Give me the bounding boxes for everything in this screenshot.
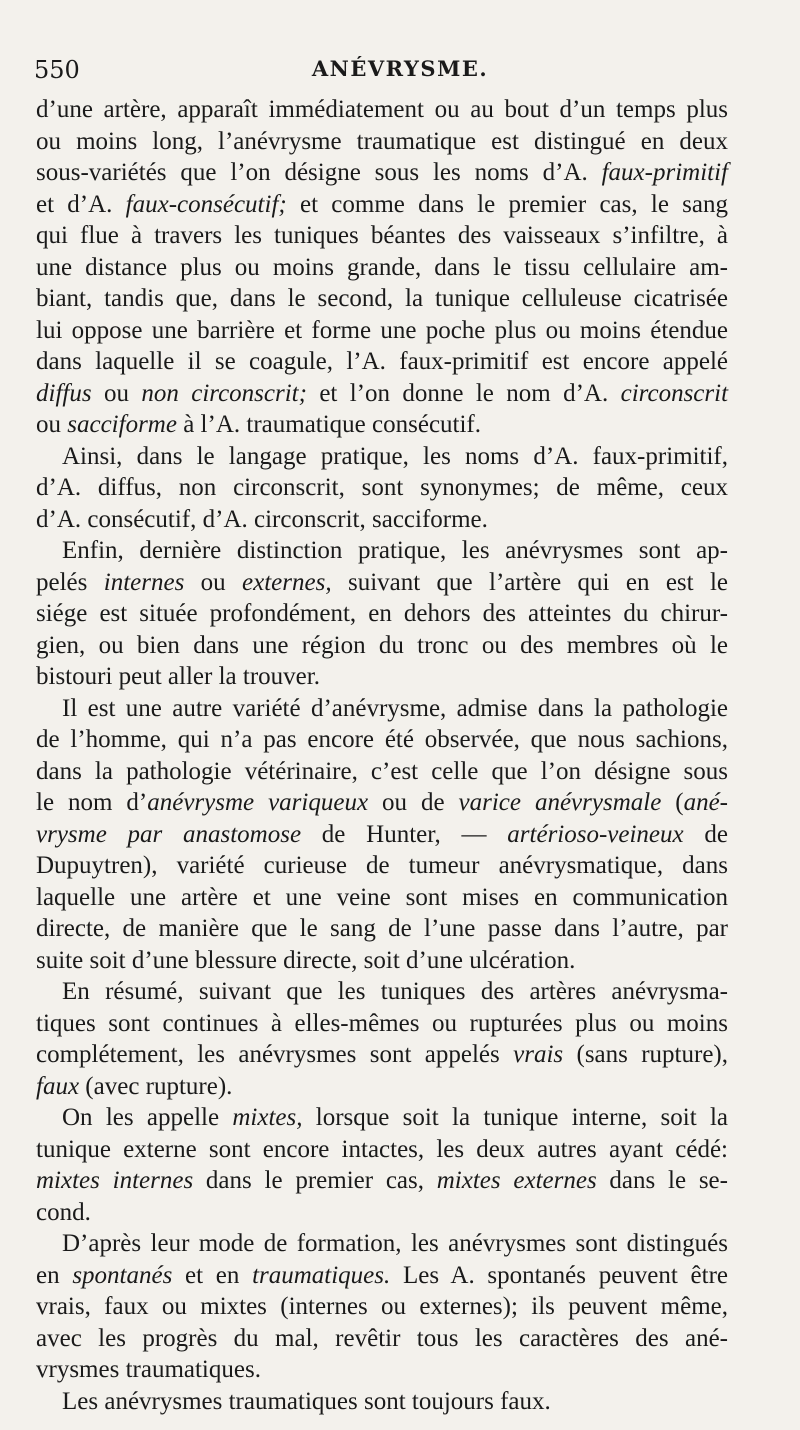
italic-run: vrysme par anastomose [36,820,302,848]
page-number: 550 [34,56,80,84]
text-run: Ainsi, dans le langage pratique, les noms d’A. faux-primitif, [62,442,728,470]
text-run: Les A. spontanés peuvent être [390,1261,728,1289]
text-run: siége est située profondément, en dehors des atteintes du chirur- [36,600,728,627]
page-header [0,50,800,90]
text-run: d’une artère, apparaît immédiatement ou au bout d’un temps plus [36,96,728,123]
text-run: de Hunter, — [301,820,508,848]
text-run: et comme dans le premier cas, le sang [286,190,728,218]
text-run: dans le premier cas, [193,1167,437,1194]
paragraph [36,535,728,693]
text-line [36,598,728,630]
text-line [36,409,728,441]
italic-run: ané- [683,789,728,816]
text-line [36,252,728,284]
italic-run: varice anévrysmale [458,789,662,816]
text-run: D’après leur mode de formation, les anévrysmes sont distingués [62,1230,728,1257]
text-run: à l’A. traumatique consécutif. [176,411,482,438]
text-run: En résumé, suivant que les tuniques des artères anévrysma- [62,978,728,1005]
text-run: gien, ou bien dans une région du tronc ou des membres où le [36,631,728,659]
text-run: d’A. diffus, non circonscrit, sont synonymes; de même, ceux [36,474,728,501]
text-line [36,315,728,347]
text-run: directe, de manière que le sang de l’une passe dans l’autre, par [36,915,728,942]
paragraph [36,976,728,1102]
italic-run: traumatiques. [252,1261,391,1289]
text-run: ( [661,789,684,816]
italic-run: artérioso-veineux [507,820,684,848]
text-run: dans le se- [596,1167,728,1194]
italic-run: circonscrit [620,379,729,407]
text-line [36,1228,728,1260]
text-line [36,913,728,945]
text-run: Les anévrysmes traumatiques sont toujours faux. [62,1387,551,1415]
text-run: tiques sont continues à elles-mêmes ou rupturées plus ou moins [36,1009,728,1037]
italic-run: faux-consécutif; [125,190,287,218]
italic-run: mixtes, [232,1104,303,1131]
text-line [36,882,728,914]
text-line [36,693,728,725]
text-line [36,1260,728,1292]
text-line [36,1008,728,1040]
text-line [36,945,728,977]
text-run: ou moins long, l’anévrysme traumatique est distingué en deux [36,127,728,155]
text-run: en [36,1261,73,1289]
paragraph [36,1102,728,1228]
text-line [36,283,728,315]
text-run: vrais, faux ou mixtes (internes ou externes); ils peuvent même, [36,1293,728,1320]
text-line [36,850,728,882]
text-line [36,504,728,536]
text-run: sous-variétés que l’on désigne sous les noms d’A. [36,159,602,186]
text-line [36,976,728,1008]
text-line [36,756,728,788]
text-run: une distance plus ou moins grande, dans le tissu cellulaire am- [36,253,728,281]
text-run: bistouri peut aller la trouver. [36,663,320,690]
text-line [36,126,728,158]
text-run: complétement, les anévrysmes sont appelés [36,1041,514,1068]
text-line [36,1354,728,1386]
text-run: biant, tandis que, dans le second, la tunique celluleuse cicatrisée [36,285,728,312]
text-run: ou [184,568,243,596]
text-line [36,157,728,189]
text-line [36,220,728,252]
italic-run: mixtes internes [36,1167,194,1194]
text-run: vrysmes traumatiques. [36,1356,261,1383]
text-run: suivant que l’artère qui en est le [331,568,729,596]
text-run: dans la pathologie vétérinaire, c’est celle que l’on désigne sous [36,757,728,785]
italic-run: faux-primitif [601,159,728,186]
italic-run: vrais [513,1041,564,1068]
text-run: d’A. consécutif, d’A. circonscrit, sacciforme. [36,505,488,533]
body-text [36,94,728,1417]
text-run: Dupuytren), variété curieuse de tumeur anévrysmatique, dans [36,852,728,879]
text-run: (avec rupture). [79,1072,233,1100]
text-run: ou de [368,789,459,816]
text-line [36,1323,728,1355]
text-run: et en [172,1261,253,1289]
text-run: cond. [36,1198,91,1226]
italic-run: spontanés [72,1261,173,1289]
italic-run: non circonscrit; [141,379,307,407]
text-line [36,346,728,378]
text-run: laquelle une artère et une veine sont mises en communication [36,883,728,911]
italic-run: sacciforme [67,411,177,438]
italic-run: externes, [242,568,332,596]
text-run: Il est une autre variété d’anévrysme, admise dans la pathologie [62,694,728,722]
text-run: On les appelle [62,1104,233,1131]
text-run: (sans rupture), [563,1041,728,1068]
paragraph [36,441,728,536]
text-run: lui oppose une barrière et forme une poche plus ou moins étendue [36,316,728,344]
text-run: et d’A. [36,190,126,218]
text-line [36,724,728,756]
text-run: dans laquelle il se coagule, l’A. faux-primitif est encore appelé [36,348,728,375]
text-line [36,1386,728,1418]
text-line [36,1197,728,1229]
running-title: ANÉVRYSME. [311,56,489,81]
text-run: pelés [36,568,104,596]
italic-run: mixtes externes [436,1167,597,1194]
text-run: et l’on donne le nom d’A. [306,379,621,407]
text-run: Enfin, dernière distinction pratique, les anévrysmes sont ap- [62,537,728,564]
text-run: lorsque soit la tunique interne, soit la [302,1104,728,1131]
text-line [36,1291,728,1323]
italic-run: anévrysme variqueux [147,789,369,816]
text-run: avec les progrès du mal, revêtir tous les caractères des ané- [36,1324,728,1352]
text-run: de l’homme, qui n’a pas encore été observée, que nous sachions, [36,726,728,753]
text-line [36,535,728,567]
text-line [36,819,728,851]
text-line [36,787,728,819]
text-line [36,661,728,693]
text-line [36,567,728,599]
paragraph [36,693,728,977]
text-run: tunique externe sont encore intactes, les deux autres ayant cédé: [36,1135,728,1163]
text-run: de [683,820,728,848]
text-run: qui flue à travers les tuniques béantes des vaisseaux s’infiltre, à [36,222,728,249]
text-line [36,1134,728,1166]
text-line [36,1165,728,1197]
text-run: le nom d’ [36,789,148,816]
text-run: ou [91,379,142,407]
text-run: ou [36,411,68,438]
paragraph [36,94,728,441]
text-line [36,1102,728,1134]
text-line [36,94,728,126]
text-line [36,1039,728,1071]
text-line [36,1071,728,1103]
text-line [36,441,728,473]
italic-run: diffus [36,379,92,407]
paragraph [36,1228,728,1386]
text-line [36,472,728,504]
italic-run: internes [103,568,185,596]
text-line [36,630,728,662]
text-line [36,378,728,410]
paragraph [36,1386,728,1418]
italic-run: faux [36,1072,80,1100]
text-line [36,189,728,221]
text-run: suite soit d’une blessure directe, soit d’une ulcération. [36,946,576,974]
